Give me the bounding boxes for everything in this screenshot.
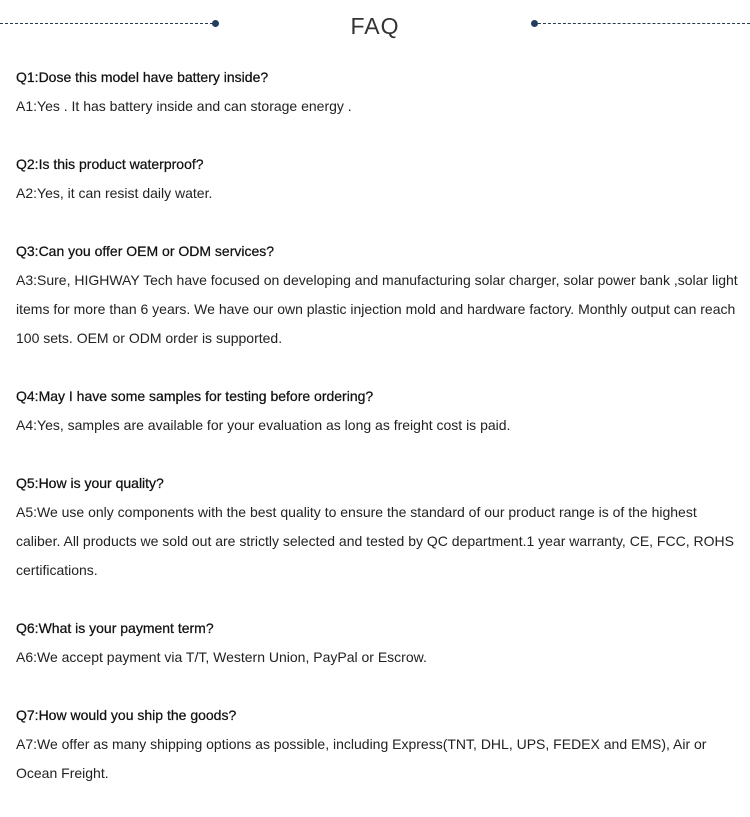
faq-item — [16, 150, 741, 208]
faq-answer: A3:Sure, HIGHWAY Tech have focused on developing and manufacturing solar charger, solar power bank ,solar light items for more than 6 years. We have our own plastic injection mold and hardware factory. Monthly output can reach 100 sets. OEM or ODM order is supported. — [16, 272, 738, 346]
faq-question: Q4:May I have some samples for testing before ordering? — [16, 388, 374, 404]
faq-answer: A1:Yes . It has battery inside and can storage energy . — [16, 98, 352, 114]
faq-question: Q2:Is this product waterproof? — [16, 156, 204, 172]
faq-answer: A5:We use only components with the best quality to ensure the standard of our product range is of the highest caliber. All products we sold out are strictly selected and tested by QC department.1 year warranty, CE, FCC, ROHS certifications. — [16, 504, 734, 578]
faq-item — [16, 382, 741, 440]
faq-item — [16, 614, 741, 672]
faq-item — [16, 701, 741, 788]
faq-question: Q1:Dose this model have battery inside? — [16, 69, 269, 85]
faq-item — [16, 469, 741, 585]
page-title: FAQ — [350, 13, 400, 39]
faq-item — [16, 63, 741, 121]
header-dot-right — [531, 20, 538, 27]
faq-answer: A2:Yes, it can resist daily water. — [16, 185, 213, 201]
faq-item — [16, 237, 741, 353]
faq-answer: A6:We accept payment via T/T, Western Union, PayPal or Escrow. — [16, 649, 427, 665]
faq-answer: A4:Yes, samples are available for your evaluation as long as freight cost is paid. — [16, 417, 511, 433]
faq-list — [16, 63, 741, 817]
faq-question: Q7:How would you ship the goods? — [16, 707, 237, 723]
faq-header — [0, 0, 750, 52]
faq-question: Q6:What is your payment term? — [16, 620, 214, 636]
faq-question: Q3:Can you offer OEM or ODM services? — [16, 243, 275, 259]
faq-answer: A7:We offer as many shipping options as possible, including Express(TNT, DHL, UPS, FEDEX and EMS), Air or Ocean Freight. — [16, 736, 707, 781]
faq-question: Q5:How is your quality? — [16, 475, 164, 491]
header-divider-right — [538, 23, 750, 24]
